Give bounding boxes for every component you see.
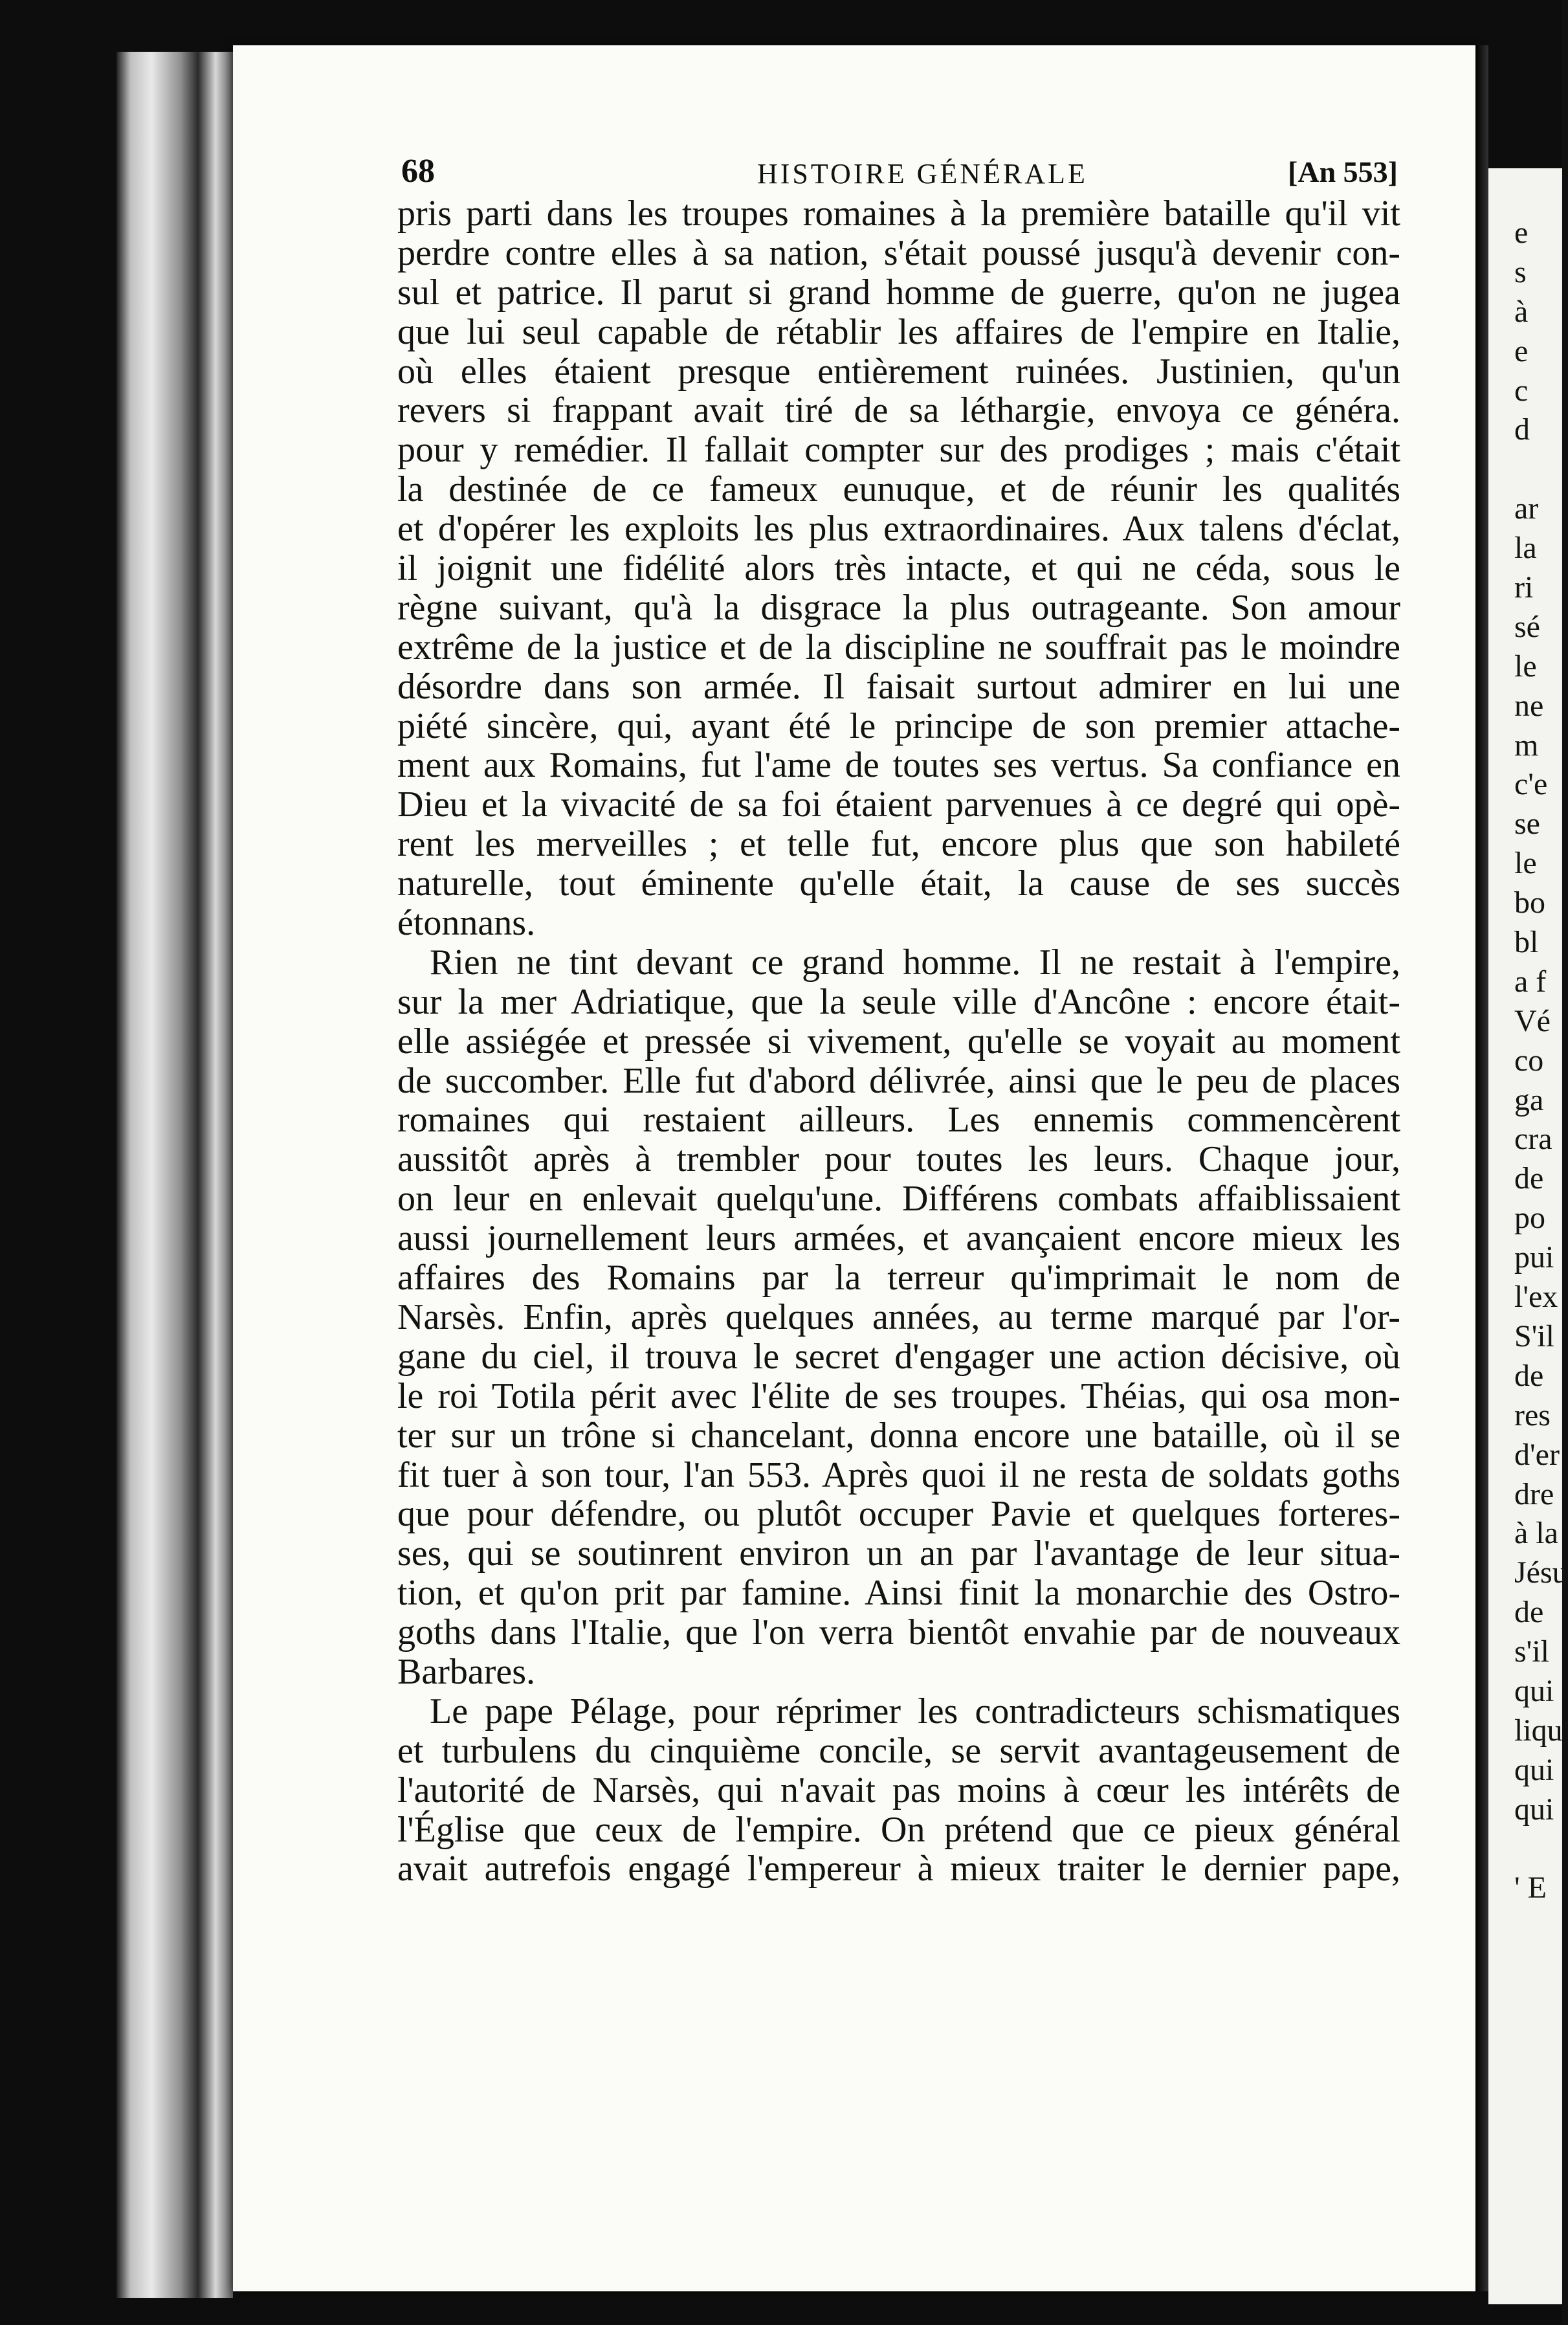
margin-fragment: a f xyxy=(1514,964,1547,999)
margin-fragment: res xyxy=(1514,1397,1551,1432)
text-line: revers si frappant avait tiré de sa léthargie, envoya ce généra. xyxy=(397,390,1400,431)
text-line: rent les merveilles ; et telle fut, encore plus que son habileté xyxy=(397,824,1400,865)
margin-fragment: S'il xyxy=(1514,1318,1555,1353)
text-line: Rien ne tint devant ce grand homme. Il ne restait à l'empire, xyxy=(430,942,1400,983)
margin-fragment: c xyxy=(1514,373,1529,408)
text-line: étonnans. xyxy=(397,903,536,944)
text-line: affaires des Romains par la terreur qu'imprimait le nom de xyxy=(397,1258,1400,1298)
text-line: règne suivant, qu'à la disgrace la plus outrageante. Son amour xyxy=(397,587,1400,628)
text-line: avait autrefois engagé l'empereur à mieux traiter le dernier pape, xyxy=(397,1849,1400,1889)
margin-fragment: de xyxy=(1514,1161,1544,1196)
page-gutter xyxy=(1475,45,1488,2291)
body-text xyxy=(397,194,1400,1889)
year-marker: [An 553] xyxy=(1288,155,1398,188)
text-line: où elles étaient presque entièrement ruinées. Justinien, qu'un xyxy=(397,351,1400,392)
text-line: ment aux Romains, fut l'ame de toutes ses vertus. Sa confiance en xyxy=(397,745,1400,786)
margin-fragment: à la xyxy=(1514,1516,1558,1551)
margin-fragment: bl xyxy=(1514,925,1539,960)
margin-fragment: ar xyxy=(1514,491,1539,526)
margin-fragment: ri xyxy=(1514,570,1534,605)
text-line: l'Église que ceux de l'empire. On prétend que ce pieux général xyxy=(397,1809,1400,1850)
margin-fragment: de xyxy=(1514,1358,1544,1393)
margin-fragment: ga xyxy=(1514,1082,1544,1117)
text-line: tion, et qu'on prit par famine. Ainsi finit la monarchie des Ostro- xyxy=(397,1573,1400,1614)
text-line: sur la mer Adriatique, que la seule ville d'Ancône : encore était- xyxy=(397,981,1400,1022)
margin-fragment: e xyxy=(1514,216,1529,250)
text-line: l'autorité de Narsès, qui n'avait pas moins à cœur les intérêts de xyxy=(397,1770,1400,1810)
margin-fragment: Jésu xyxy=(1514,1555,1568,1590)
margin-fragment: s'il xyxy=(1514,1634,1549,1669)
text-line: fit tuer à son tour, l'an 553. Après quoi il ne resta de soldats goths xyxy=(397,1454,1400,1495)
text-line: il joignit une fidélité alors très intacte, et qui ne céda, sous le xyxy=(397,548,1400,589)
margin-fragment xyxy=(1514,450,1562,489)
facing-page-margin-text xyxy=(1514,214,1568,1908)
text-line: aussi journellement leurs armées, et avançaient encore mieux les xyxy=(397,1218,1400,1259)
margin-fragment: qui xyxy=(1514,1752,1554,1787)
margin-fragment: bo xyxy=(1514,885,1545,920)
text-line: Dieu et la vivacité de sa foi étaient parvenues à ce degré qui opè- xyxy=(397,784,1400,825)
margin-fragment: liqu xyxy=(1514,1713,1563,1748)
text-line: que lui seul capable de rétablir les affaires de l'empire en Italie, xyxy=(397,311,1400,352)
margin-fragment: d xyxy=(1514,412,1530,447)
margin-fragment: d'er xyxy=(1514,1437,1560,1472)
text-line: aussitôt après à trembler pour toutes les leurs. Chaque jour, xyxy=(397,1139,1400,1180)
margin-fragment: sé xyxy=(1514,609,1540,644)
margin-fragment: à xyxy=(1514,294,1529,329)
text-line: Narsès. Enfin, après quelques années, au terme marqué par l'or- xyxy=(397,1296,1400,1337)
running-header xyxy=(401,152,1398,197)
margin-fragment: co xyxy=(1514,1043,1544,1078)
margin-fragment: pui xyxy=(1514,1240,1554,1275)
margin-fragment: de xyxy=(1514,1595,1544,1630)
text-line: extrême de la justice et de la discipline ne souffrait pas le moindre xyxy=(397,627,1400,667)
margin-fragment: qui xyxy=(1514,1673,1554,1708)
margin-fragment: po xyxy=(1514,1201,1545,1236)
margin-fragment: le xyxy=(1514,846,1537,881)
text-line: sul et patrice. Il parut si grand homme de guerre, qu'on ne jugea xyxy=(397,272,1400,313)
margin-fragment: la xyxy=(1514,531,1537,566)
text-line: Le pape Pélage, pour réprimer les contradicteurs schismatiques xyxy=(430,1691,1400,1731)
text-line: goths dans l'Italie, que l'on verra bientôt envahie par de nouveaux xyxy=(397,1612,1400,1653)
margin-fragment: m xyxy=(1514,728,1539,762)
text-line: naturelle, tout éminente qu'elle était, la cause de ses succès xyxy=(397,863,1400,904)
text-line: pris parti dans les troupes romaines à la première bataille qu'il vit xyxy=(397,194,1400,234)
text-line: la destinée de ce fameux eunuque, et de réunir les qualités xyxy=(397,469,1400,510)
text-line: et d'opérer les exploits les plus extraordinaires. Aux talens d'éclat, xyxy=(397,509,1400,550)
book-spine-edge xyxy=(116,52,233,2298)
margin-fragment: qui xyxy=(1514,1792,1554,1827)
margin-fragment: Vé xyxy=(1514,1003,1551,1038)
margin-fragment: l'ex xyxy=(1514,1280,1558,1315)
margin-fragment: s xyxy=(1514,254,1527,289)
margin-fragment: c'e xyxy=(1514,767,1548,802)
text-line: ses, qui se soutinrent environ un an par l'avantage de leur situa- xyxy=(397,1533,1400,1574)
margin-fragment: ne xyxy=(1514,688,1544,723)
margin-fragment: e xyxy=(1514,333,1529,368)
text-line: que pour défendre, ou plutôt occuper Pavie et quelques forteres- xyxy=(397,1494,1400,1535)
text-line: et turbulens du cinquième concile, se servit avantageusement de xyxy=(397,1730,1400,1771)
margin-fragment: dre xyxy=(1514,1476,1554,1511)
text-line: romaines qui restaient ailleurs. Les ennemis commencèrent xyxy=(397,1100,1400,1140)
text-line: de succomber. Elle fut d'abord délivrée, ainsi que le peu de places xyxy=(397,1060,1400,1101)
text-line: désordre dans son armée. Il faisait surtout admirer en lui une xyxy=(397,666,1400,707)
margin-fragment: se xyxy=(1514,807,1540,841)
text-line: ter sur un trône si chancelant, donna encore une bataille, où il se xyxy=(397,1415,1400,1456)
margin-fragment xyxy=(1514,1830,1562,1869)
text-line: on leur en enlevait quelqu'une. Différens combats affaiblissaient xyxy=(397,1179,1400,1219)
margin-fragment: cra xyxy=(1514,1122,1552,1157)
text-line: gane du ciel, il trouva le secret d'engager une action décisive, où xyxy=(397,1336,1400,1377)
margin-fragment: le xyxy=(1514,649,1537,684)
text-line: piété sincère, qui, ayant été le principe de son premier attache- xyxy=(397,706,1400,746)
text-line: Barbares. xyxy=(397,1651,536,1692)
text-line: elle assiégée et pressée si vivement, qu'elle se voyait au moment xyxy=(397,1021,1400,1062)
running-title: HISTOIRE GÉNÉRALE xyxy=(757,158,1088,190)
page-number: 68 xyxy=(401,153,435,190)
text-line: le roi Totila périt avec l'élite de ses troupes. Théias, qui osa mon- xyxy=(397,1375,1400,1416)
margin-fragment: ' E xyxy=(1514,1871,1547,1906)
text-line: pour y remédier. Il fallait compter sur des prodiges ; mais c'était xyxy=(397,430,1400,471)
text-line: perdre contre elles à sa nation, s'était poussé jusqu'à devenir con- xyxy=(397,232,1400,273)
